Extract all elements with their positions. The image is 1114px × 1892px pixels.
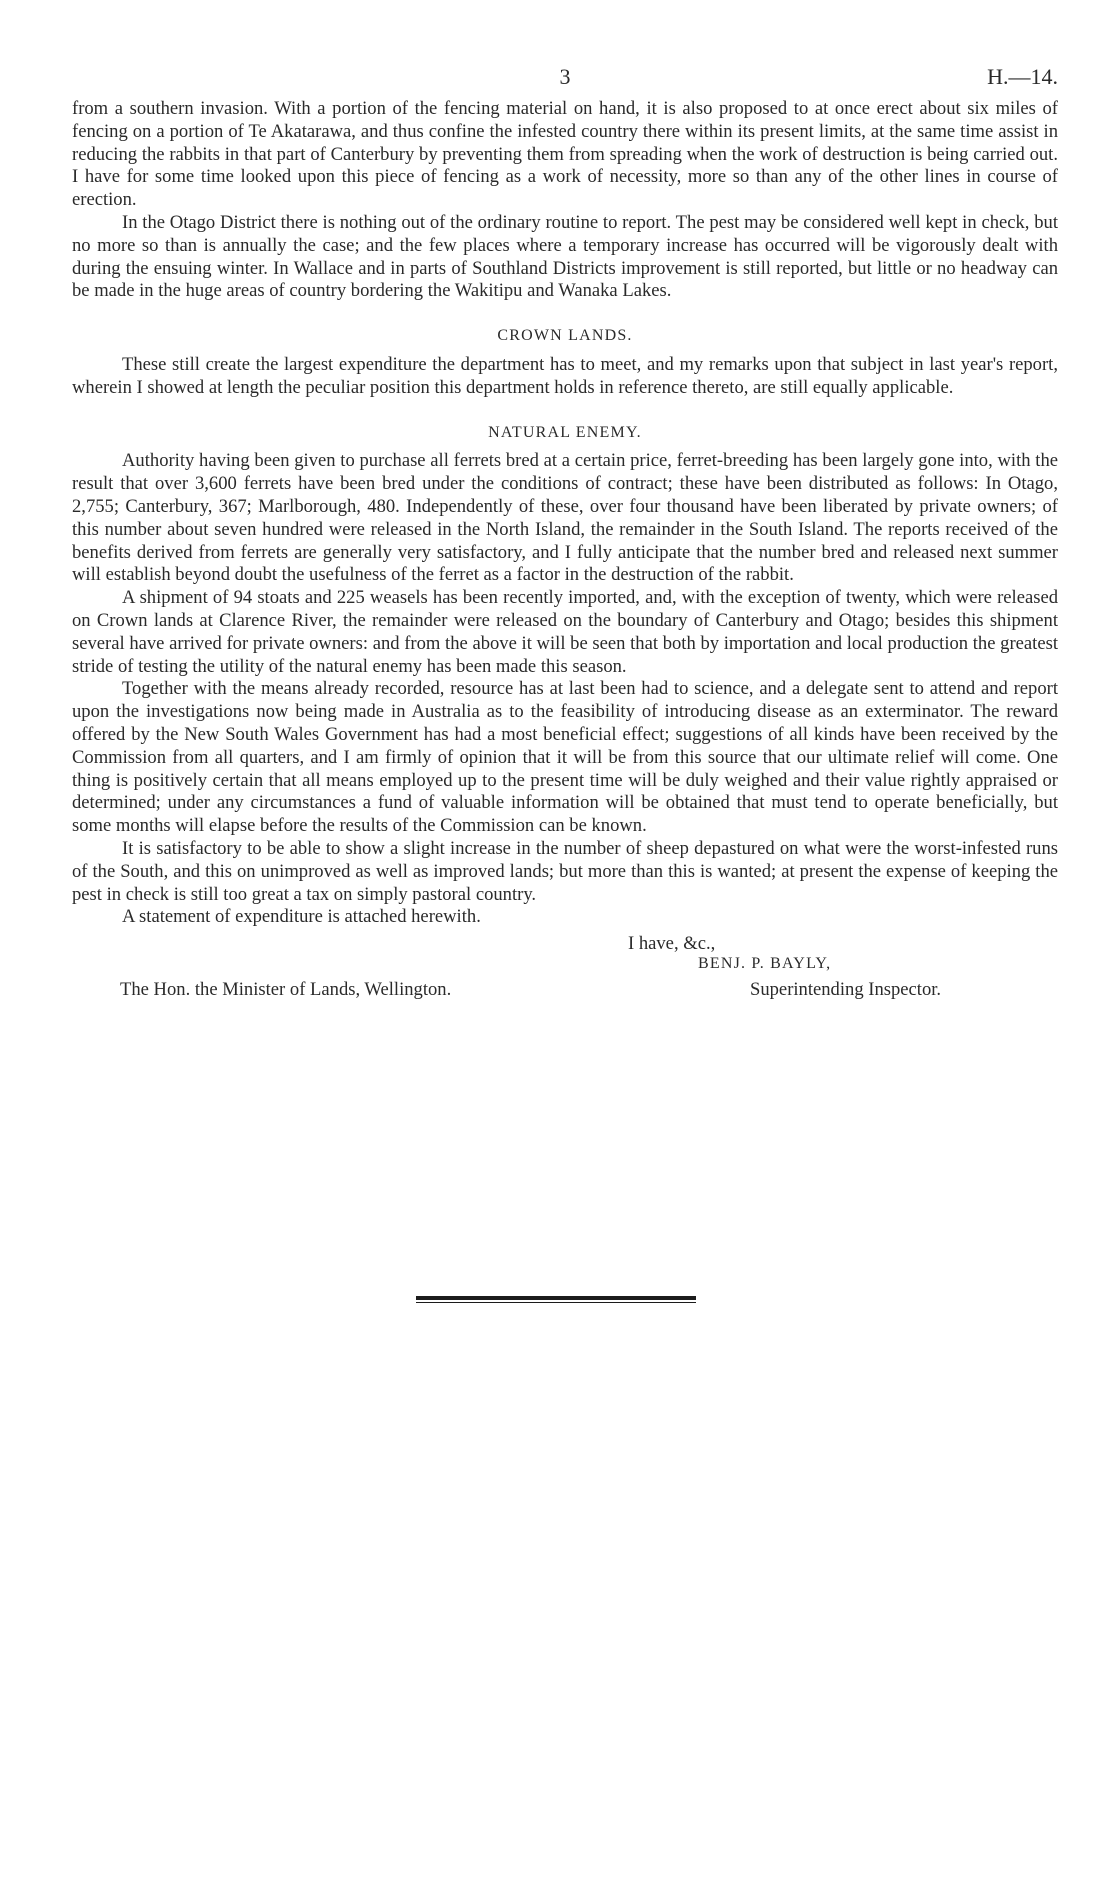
signatory-name: BENJ. P. BAYLY, xyxy=(698,955,832,973)
paragraph-crown-lands: These still create the largest expenditure the department has to meet, and my remarks upon that subject in last year's report, wherein I showed at length the peculiar position this department holds in reference thereto, are still equally applicable. xyxy=(72,353,1058,398)
paragraph-southern-invasion: from a southern invasion. With a portion of the fencing material on hand, it is also proposed to at once erect about six miles of fencing on a portion of Te Akatarawa, and thus confine the infested country there within its present limits, at the same time assist in reducing the rabbits in that part of Canterbury by preventing them from spreading when the work of destruction is being carried out. I have for some time looked upon this piece of fencing as a work of necessity, more so than any of the other lines in course of erection. xyxy=(72,98,1058,211)
end-rule-divider xyxy=(416,1296,696,1303)
page-header xyxy=(72,56,1058,98)
section-heading-crown-lands: CROWN LANDS. xyxy=(497,327,633,345)
signatory-title: Superintending Inspector. xyxy=(750,979,942,1001)
signature-block xyxy=(72,931,1058,1023)
addressee: The Hon. the Minister of Lands, Wellington. xyxy=(120,979,452,1001)
document-reference: H.—14. xyxy=(987,64,1058,89)
body-text xyxy=(72,98,1058,929)
paragraph-statement: A statement of expenditure is attached herewith. xyxy=(122,906,481,928)
closing-salutation: I have, &c., xyxy=(628,933,716,955)
paragraph-stoats-weasels: A shipment of 94 stoats and 225 weasels has been recently imported, and, with the exception of twenty, which were released on Crown lands at Clarence River, the remainder were released on the boundary of Canterbury and Otago; besides this shipment several have arrived for private owners: and from the above it will be seen that both by importation and local production the greatest stride of testing the utility of the natural enemy has been made this season. xyxy=(72,587,1058,677)
page-number: 3 xyxy=(559,64,571,89)
paragraph-ferrets: Authority having been given to purchase all ferrets bred at a certain price, ferret-breeding has been largely gone into, with the result that over 3,600 ferrets have been bred under the conditions of contract; these have been distributed as follows: In Otago, 2,755; Canterbury, 367; Marlborough, 480. Independently of these, over four thousand have been liberated by private owners; of this number about seven hundred were released in the North Island, the remainder in the South Island. The reports received of the benefits derived from ferrets are generally very satisfactory, and I fully anticipate that the number bred and released next summer will establish beyond doubt the usefulness of the ferret as a factor in the destruction of the rabbit. xyxy=(72,450,1058,586)
paragraph-sheep-increase: It is satisfactory to be able to show a slight increase in the number of sheep depastured on what were the worst-infested runs of the South, and this on unimproved as well as improved lands; but more than this is wanted; at present the expense of keeping the pest in check is still too great a tax on simply pastoral country. xyxy=(72,837,1058,905)
paragraph-science: Together with the means already recorded, resource has at last been had to science, and a delegate sent to attend and report upon the investigations now being made in Australia as to the feasibility of introducing disease as an exterminator. The reward offered by the New South Wales Government has had a most beneficial effect; suggestions of all kinds have been received by the Commission from all quarters, and I am firmly of opinion that it will be from this source that our ultimate relief will come. One thing is positively certain that all means employed up to the present time will be duly weighed and their value rightly appraised or determined; under any circumstances a fund of valuable information will be obtained that must tend to operate beneficially, but some months will elapse before the results of the Commission can be known. xyxy=(72,678,1058,837)
document-page xyxy=(72,56,1058,1023)
paragraph-otago-district: In the Otago District there is nothing out of the ordinary routine to report. The pest may be considered well kept in check, but no more so than is annually the case; and the few places where a temporary increase has occurred will be vigorously dealt with during the ensuing winter. In Wallace and in parts of Southland Districts improvement is still reported, but little or no headway can be made in the huge areas of country bordering the Wakitipu and Wanaka Lakes. xyxy=(72,211,1058,302)
section-heading-natural-enemy: NATURAL ENEMY. xyxy=(488,423,642,441)
